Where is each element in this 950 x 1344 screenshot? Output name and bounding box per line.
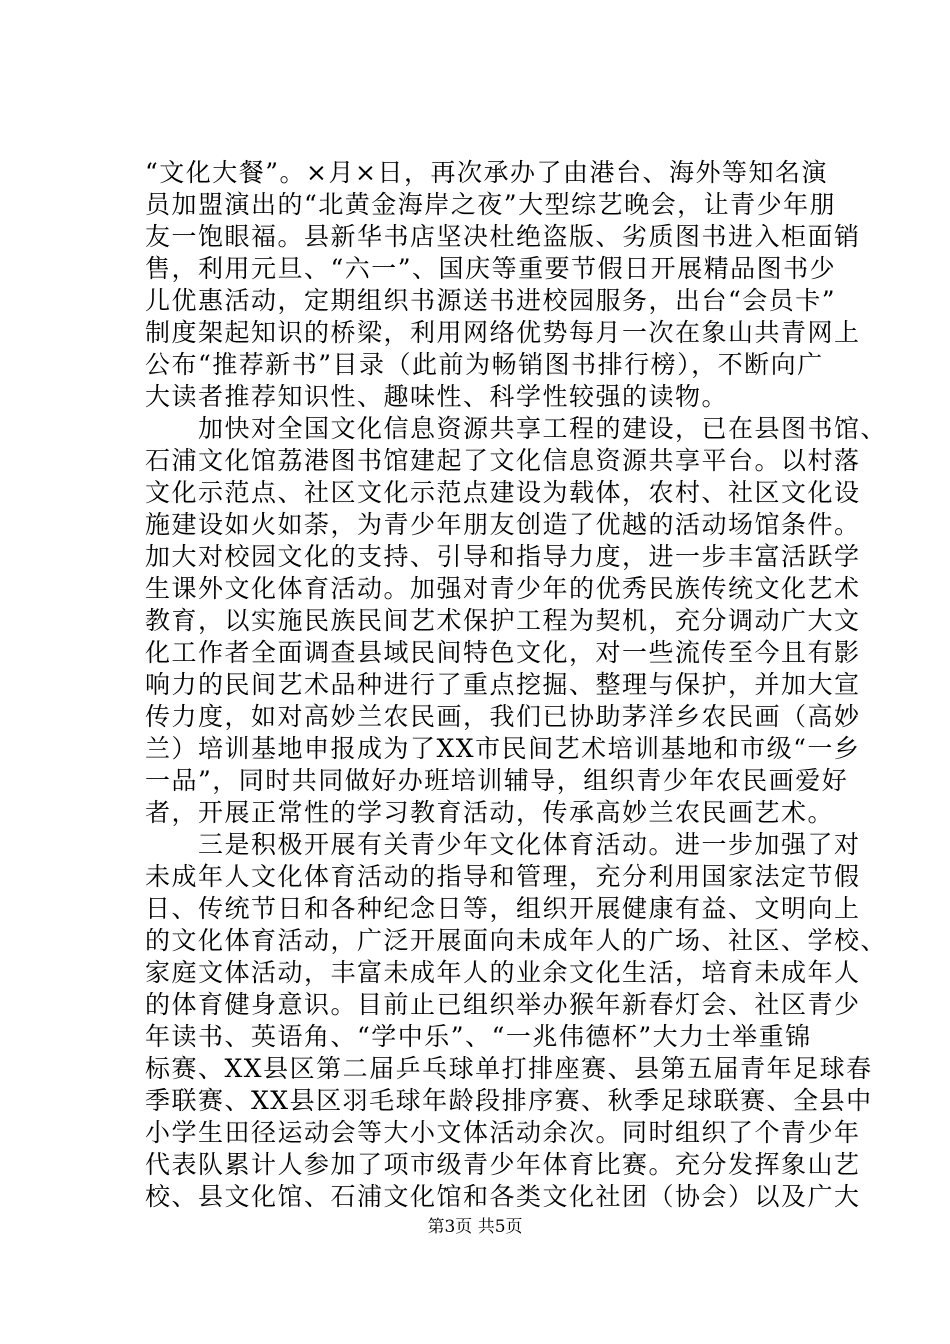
text-line: 教育，以实施民族民间艺术保护工程为契机，充分调动广大文: [145, 606, 861, 635]
text-line: 季联赛、XX县区羽毛球年龄段排序赛、秋季足球联赛、全县中: [145, 1086, 873, 1115]
text-line: 标赛、XX县区第二届乒乓球单打排座赛、县第五届青年足球春: [145, 1054, 873, 1083]
text-line: 施建设如火如荼，为青少年朋友创造了优越的活动场馆条件。: [145, 510, 861, 539]
text-line: 一品”，同时共同做好办班培训辅导，组织青少年农民画爱好: [145, 766, 849, 795]
text-line: 石浦文化馆荔港图书馆建起了文化信息资源共享平台。以村落: [145, 446, 861, 475]
text-line: 日、传统节日和各种纪念日等，组织开展健康有益、文明向上: [145, 894, 861, 923]
text-line: 公布“推荐新书”目录（此前为畅销图书排行榜），不断向广: [145, 350, 824, 379]
text-line: 代表队累计人参加了项市级青少年体育比赛。充分发挥象山艺: [145, 1150, 861, 1179]
text-line: 加大对校园文化的支持、引导和指导力度，进一步丰富活跃学: [145, 542, 861, 571]
text-line: 文化示范点、社区文化示范点建设为载体，农村、社区文化设: [145, 478, 861, 507]
text-line: 家庭文体活动，丰富未成年人的业余文化生活，培育未成年人: [145, 958, 861, 987]
text-line: 的文化体育活动，广泛开展面向未成年人的广场、社区、学校、: [145, 926, 888, 955]
text-line: 年读书、英语角、“学中乐”、“一兆伟德杯”大力士举重锦: [145, 1022, 812, 1051]
text-line: 制度架起知识的桥梁，利用网络优势每月一次在象山共青网上: [145, 318, 861, 347]
text-line: 兰）培训基地申报成为了XX市民间艺术培训基地和市级“一乡: [145, 734, 861, 763]
text-line: 小学生田径运动会等大小文体活动余次。同时组织了个青少年: [145, 1118, 861, 1147]
text-line: 加快对全国文化信息资源共享工程的建设，已在县图书馆、: [145, 414, 888, 443]
text-line: 者，开展正常性的学习教育活动，传承高妙兰农民画艺术。: [145, 798, 835, 827]
text-line: 员加盟演出的“北黄金海岸之夜”大型综艺晚会，让青少年朋: [145, 190, 837, 219]
page-number-footer: 第3页 共5页: [427, 1217, 523, 1237]
text-line: 响力的民间艺术品种进行了重点挖掘、整理与保护，并加大宣: [145, 670, 861, 699]
text-line: 校、县文化馆、石浦文化馆和各类文化社团（协会）以及广大: [145, 1182, 861, 1211]
text-line: 售，利用元旦、“六一”、国庆等重要节假日开展精品图书少: [145, 254, 837, 283]
text-line: 生课外文化体育活动。加强对青少年的优秀民族传统文化艺术: [145, 574, 861, 603]
text-line: 传力度，如对高妙兰农民画，我们已协助茅洋乡农民画（高妙: [145, 702, 861, 731]
text-line: “文化大餐”。×月×日，再次承办了由港台、海外等知名演: [145, 158, 828, 187]
text-line: 化工作者全面调查县域民间特色文化，对一些流传至今且有影: [145, 638, 861, 667]
text-line: 未成年人文化体育活动的指导和管理，充分利用国家法定节假: [145, 862, 861, 891]
text-line: 大读者推荐知识性、趣味性、科学性较强的读物。: [145, 382, 729, 411]
text-line: 友一饱眼福。县新华书店坚决杜绝盗版、劣质图书进入柜面销: [145, 222, 861, 251]
text-line: 的体育健身意识。目前止已组织举办猴年新春灯会、社区青少: [145, 990, 861, 1019]
body-text: [145, 157, 888, 1213]
text-line: 儿优惠活动，定期组织书源送书进校园服务，出台“会员卡”: [145, 286, 837, 315]
text-line: 三是积极开展有关青少年文化体育活动。进一步加强了对: [145, 830, 861, 859]
